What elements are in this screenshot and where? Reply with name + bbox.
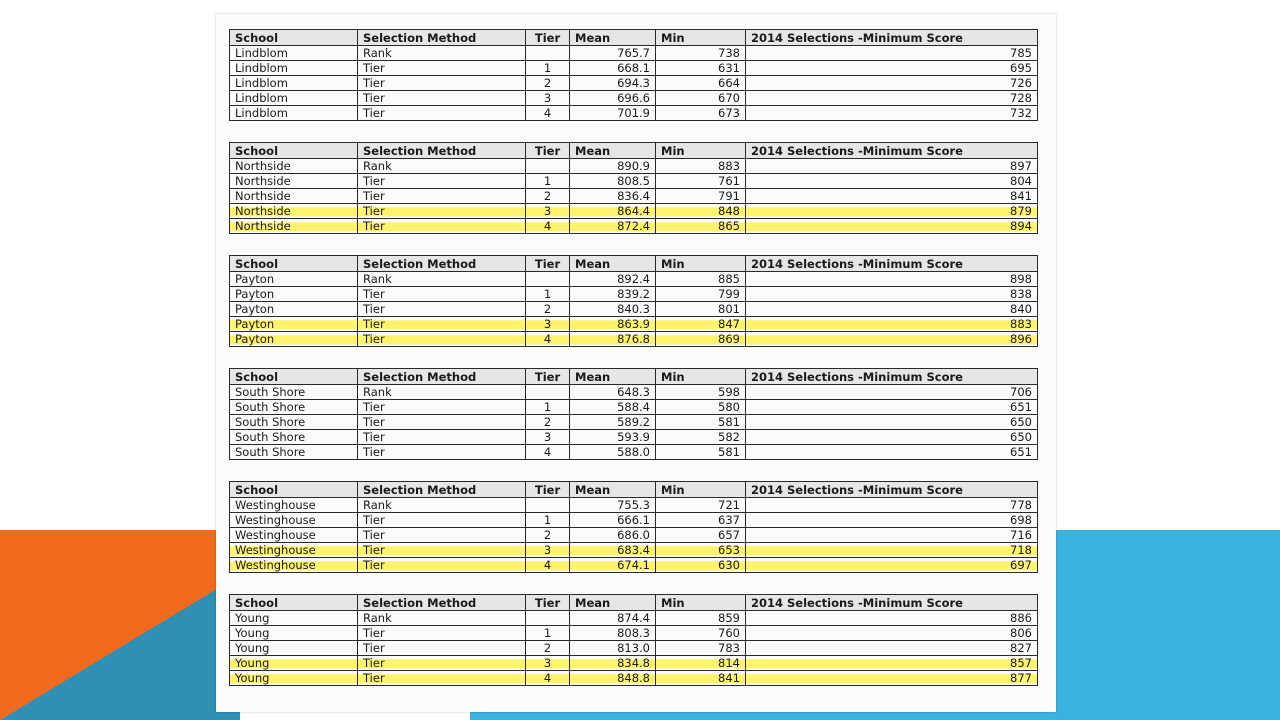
cell-method: Tier xyxy=(358,400,526,415)
cell-mean: 874.4 xyxy=(570,611,656,626)
cell-method: Tier xyxy=(358,189,526,204)
cell-tier: 4 xyxy=(526,106,570,121)
table-header-row xyxy=(230,369,1038,385)
cell-tier xyxy=(526,46,570,61)
cell-sel: 886 xyxy=(746,611,1038,626)
cell-method: Tier xyxy=(358,317,526,332)
cell-min: 865 xyxy=(656,219,746,234)
table-row xyxy=(230,558,1038,573)
table-row xyxy=(230,641,1038,656)
column-header-min: Min xyxy=(656,482,746,498)
cell-method: Tier xyxy=(358,204,526,219)
cell-method: Tier xyxy=(358,76,526,91)
cell-mean: 668.1 xyxy=(570,61,656,76)
cell-mean: 593.9 xyxy=(570,430,656,445)
cell-min: 581 xyxy=(656,445,746,460)
cell-sel: 894 xyxy=(746,219,1038,234)
cell-sel: 857 xyxy=(746,656,1038,671)
cell-method: Tier xyxy=(358,430,526,445)
cell-method: Tier xyxy=(358,513,526,528)
cell-sel: 716 xyxy=(746,528,1038,543)
column-header-method: Selection Method xyxy=(358,369,526,385)
table-row xyxy=(230,91,1038,106)
column-header-tier: Tier xyxy=(526,256,570,272)
table-row xyxy=(230,76,1038,91)
cell-method: Rank xyxy=(358,272,526,287)
cell-tier: 1 xyxy=(526,626,570,641)
score-table xyxy=(229,594,1038,686)
cell-mean: 808.3 xyxy=(570,626,656,641)
cell-school: Young xyxy=(230,641,358,656)
column-header-selections: 2014 Selections -Minimum Score xyxy=(746,30,1038,46)
cell-tier: 4 xyxy=(526,332,570,347)
cell-tier: 3 xyxy=(526,430,570,445)
cell-school: Westinghouse xyxy=(230,558,358,573)
cell-min: 791 xyxy=(656,189,746,204)
cell-mean: 696.6 xyxy=(570,91,656,106)
cell-school: Northside xyxy=(230,219,358,234)
column-header-school: School xyxy=(230,369,358,385)
cell-mean: 872.4 xyxy=(570,219,656,234)
column-header-school: School xyxy=(230,482,358,498)
table-row xyxy=(230,302,1038,317)
cell-mean: 890.9 xyxy=(570,159,656,174)
cell-tier xyxy=(526,159,570,174)
cell-mean: 686.0 xyxy=(570,528,656,543)
cell-min: 670 xyxy=(656,91,746,106)
table-header-row xyxy=(230,595,1038,611)
cell-min: 637 xyxy=(656,513,746,528)
cell-min: 783 xyxy=(656,641,746,656)
table-row xyxy=(230,671,1038,686)
cell-sel: 695 xyxy=(746,61,1038,76)
column-header-min: Min xyxy=(656,30,746,46)
column-header-school: School xyxy=(230,256,358,272)
cell-tier: 1 xyxy=(526,61,570,76)
cell-min: 885 xyxy=(656,272,746,287)
column-header-min: Min xyxy=(656,256,746,272)
cell-method: Tier xyxy=(358,528,526,543)
table-header-row xyxy=(230,482,1038,498)
cell-method: Tier xyxy=(358,656,526,671)
cell-mean: 840.3 xyxy=(570,302,656,317)
cell-tier xyxy=(526,385,570,400)
column-header-method: Selection Method xyxy=(358,30,526,46)
cell-school: Westinghouse xyxy=(230,543,358,558)
cell-mean: 863.9 xyxy=(570,317,656,332)
cell-sel: 806 xyxy=(746,626,1038,641)
table-row xyxy=(230,106,1038,121)
cell-method: Tier xyxy=(358,445,526,460)
cell-sel: 732 xyxy=(746,106,1038,121)
cell-tier: 2 xyxy=(526,641,570,656)
table-row xyxy=(230,189,1038,204)
table-header-row xyxy=(230,256,1038,272)
cell-mean: 648.3 xyxy=(570,385,656,400)
cell-tier: 4 xyxy=(526,558,570,573)
cell-min: 848 xyxy=(656,204,746,219)
cell-min: 869 xyxy=(656,332,746,347)
cell-tier xyxy=(526,498,570,513)
cell-tier: 3 xyxy=(526,317,570,332)
cell-tier: 2 xyxy=(526,415,570,430)
cell-min: 761 xyxy=(656,174,746,189)
cell-school: Northside xyxy=(230,204,358,219)
cell-sel: 877 xyxy=(746,671,1038,686)
cell-mean: 813.0 xyxy=(570,641,656,656)
cell-method: Tier xyxy=(358,641,526,656)
column-header-school: School xyxy=(230,30,358,46)
cell-min: 653 xyxy=(656,543,746,558)
cell-mean: 892.4 xyxy=(570,272,656,287)
column-header-tier: Tier xyxy=(526,143,570,159)
table-header-row xyxy=(230,143,1038,159)
cell-sel: 897 xyxy=(746,159,1038,174)
cell-method: Rank xyxy=(358,385,526,400)
column-header-school: School xyxy=(230,143,358,159)
cell-tier: 1 xyxy=(526,174,570,189)
cell-school: Westinghouse xyxy=(230,528,358,543)
cell-method: Rank xyxy=(358,611,526,626)
cell-mean: 836.4 xyxy=(570,189,656,204)
cell-method: Tier xyxy=(358,219,526,234)
cell-tier: 3 xyxy=(526,204,570,219)
cell-mean: 589.2 xyxy=(570,415,656,430)
cell-school: Young xyxy=(230,671,358,686)
cell-school: Northside xyxy=(230,189,358,204)
cell-mean: 683.4 xyxy=(570,543,656,558)
column-header-min: Min xyxy=(656,369,746,385)
cell-school: Lindblom xyxy=(230,76,358,91)
cell-school: Young xyxy=(230,656,358,671)
cell-mean: 694.3 xyxy=(570,76,656,91)
cell-sel: 650 xyxy=(746,415,1038,430)
cell-school: Lindblom xyxy=(230,46,358,61)
cell-tier: 1 xyxy=(526,287,570,302)
cell-min: 799 xyxy=(656,287,746,302)
table-row xyxy=(230,528,1038,543)
cell-method: Rank xyxy=(358,159,526,174)
cell-sel: 883 xyxy=(746,317,1038,332)
column-header-tier: Tier xyxy=(526,482,570,498)
column-header-mean: Mean xyxy=(570,30,656,46)
cell-school: Payton xyxy=(230,332,358,347)
cell-min: 630 xyxy=(656,558,746,573)
column-header-selections: 2014 Selections -Minimum Score xyxy=(746,143,1038,159)
cell-min: 664 xyxy=(656,76,746,91)
table-row xyxy=(230,415,1038,430)
table-row xyxy=(230,656,1038,671)
cell-min: 883 xyxy=(656,159,746,174)
cell-min: 801 xyxy=(656,302,746,317)
column-header-selections: 2014 Selections -Minimum Score xyxy=(746,595,1038,611)
cell-method: Tier xyxy=(358,626,526,641)
cell-min: 631 xyxy=(656,61,746,76)
cell-sel: 697 xyxy=(746,558,1038,573)
table-row xyxy=(230,543,1038,558)
cell-min: 598 xyxy=(656,385,746,400)
cell-method: Tier xyxy=(358,415,526,430)
cell-mean: 808.5 xyxy=(570,174,656,189)
column-header-min: Min xyxy=(656,143,746,159)
blue-right-shape xyxy=(1030,530,1280,720)
table-row xyxy=(230,400,1038,415)
cell-method: Rank xyxy=(358,46,526,61)
cell-tier: 4 xyxy=(526,445,570,460)
cell-min: 657 xyxy=(656,528,746,543)
cell-school: Lindblom xyxy=(230,61,358,76)
column-header-method: Selection Method xyxy=(358,482,526,498)
cell-min: 738 xyxy=(656,46,746,61)
score-table xyxy=(229,481,1038,573)
cell-method: Tier xyxy=(358,671,526,686)
table-row xyxy=(230,287,1038,302)
cell-sel: 698 xyxy=(746,513,1038,528)
table-row xyxy=(230,385,1038,400)
cell-mean: 588.4 xyxy=(570,400,656,415)
cell-sel: 651 xyxy=(746,400,1038,415)
column-header-tier: Tier xyxy=(526,369,570,385)
column-header-mean: Mean xyxy=(570,143,656,159)
cell-tier: 2 xyxy=(526,76,570,91)
cell-mean: 666.1 xyxy=(570,513,656,528)
cell-sel: 728 xyxy=(746,91,1038,106)
cell-min: 721 xyxy=(656,498,746,513)
table-row xyxy=(230,272,1038,287)
cell-tier: 2 xyxy=(526,528,570,543)
cell-sel: 898 xyxy=(746,272,1038,287)
cell-sel: 778 xyxy=(746,498,1038,513)
cell-sel: 706 xyxy=(746,385,1038,400)
cell-sel: 896 xyxy=(746,332,1038,347)
cell-min: 673 xyxy=(656,106,746,121)
cell-school: South Shore xyxy=(230,400,358,415)
cell-school: South Shore xyxy=(230,415,358,430)
cell-school: Westinghouse xyxy=(230,498,358,513)
cell-school: Payton xyxy=(230,287,358,302)
score-table xyxy=(229,255,1038,347)
cell-sel: 804 xyxy=(746,174,1038,189)
cell-sel: 827 xyxy=(746,641,1038,656)
cell-sel: 726 xyxy=(746,76,1038,91)
cell-sel: 840 xyxy=(746,302,1038,317)
cell-min: 847 xyxy=(656,317,746,332)
table-row xyxy=(230,430,1038,445)
cell-school: Northside xyxy=(230,174,358,189)
column-header-selections: 2014 Selections -Minimum Score xyxy=(746,369,1038,385)
column-header-min: Min xyxy=(656,595,746,611)
cell-school: Lindblom xyxy=(230,91,358,106)
column-header-tier: Tier xyxy=(526,595,570,611)
cell-method: Rank xyxy=(358,498,526,513)
table-row xyxy=(230,626,1038,641)
column-header-selections: 2014 Selections -Minimum Score xyxy=(746,256,1038,272)
table-row xyxy=(230,46,1038,61)
cell-min: 760 xyxy=(656,626,746,641)
cell-mean: 876.8 xyxy=(570,332,656,347)
scanned-document xyxy=(216,14,1056,712)
cell-school: Westinghouse xyxy=(230,513,358,528)
cell-sel: 838 xyxy=(746,287,1038,302)
table-row xyxy=(230,445,1038,460)
column-header-mean: Mean xyxy=(570,595,656,611)
table-row xyxy=(230,513,1038,528)
table-row xyxy=(230,204,1038,219)
cell-min: 580 xyxy=(656,400,746,415)
cell-school: South Shore xyxy=(230,385,358,400)
table-row xyxy=(230,219,1038,234)
cell-min: 582 xyxy=(656,430,746,445)
cell-mean: 834.8 xyxy=(570,656,656,671)
cell-method: Tier xyxy=(358,543,526,558)
cell-sel: 651 xyxy=(746,445,1038,460)
cell-min: 859 xyxy=(656,611,746,626)
score-table xyxy=(229,368,1038,460)
score-table xyxy=(229,29,1038,121)
cell-sel: 879 xyxy=(746,204,1038,219)
cell-tier: 3 xyxy=(526,543,570,558)
cell-method: Tier xyxy=(358,174,526,189)
cell-min: 581 xyxy=(656,415,746,430)
cell-sel: 718 xyxy=(746,543,1038,558)
cell-school: Payton xyxy=(230,317,358,332)
cell-mean: 701.9 xyxy=(570,106,656,121)
cell-mean: 674.1 xyxy=(570,558,656,573)
cell-school: Payton xyxy=(230,302,358,317)
column-header-method: Selection Method xyxy=(358,595,526,611)
table-row xyxy=(230,498,1038,513)
cell-tier: 4 xyxy=(526,671,570,686)
table-row xyxy=(230,332,1038,347)
cell-sel: 785 xyxy=(746,46,1038,61)
cell-school: Lindblom xyxy=(230,106,358,121)
cell-school: Payton xyxy=(230,272,358,287)
table-row xyxy=(230,317,1038,332)
cell-method: Tier xyxy=(358,558,526,573)
cell-method: Tier xyxy=(358,91,526,106)
cell-school: Young xyxy=(230,611,358,626)
cell-method: Tier xyxy=(358,287,526,302)
cell-mean: 864.4 xyxy=(570,204,656,219)
cell-school: South Shore xyxy=(230,445,358,460)
cell-tier: 3 xyxy=(526,656,570,671)
cell-min: 841 xyxy=(656,671,746,686)
cell-tier: 1 xyxy=(526,513,570,528)
table-row xyxy=(230,174,1038,189)
score-table xyxy=(229,142,1038,234)
column-header-selections: 2014 Selections -Minimum Score xyxy=(746,482,1038,498)
cell-sel: 650 xyxy=(746,430,1038,445)
column-header-method: Selection Method xyxy=(358,143,526,159)
table-row xyxy=(230,611,1038,626)
column-header-method: Selection Method xyxy=(358,256,526,272)
cell-method: Tier xyxy=(358,332,526,347)
column-header-mean: Mean xyxy=(570,482,656,498)
cell-school: Northside xyxy=(230,159,358,174)
cell-method: Tier xyxy=(358,61,526,76)
table-header-row xyxy=(230,30,1038,46)
cell-school: South Shore xyxy=(230,430,358,445)
cell-tier: 2 xyxy=(526,189,570,204)
cell-min: 814 xyxy=(656,656,746,671)
table-row xyxy=(230,159,1038,174)
cell-tier: 1 xyxy=(526,400,570,415)
cell-mean: 765.7 xyxy=(570,46,656,61)
cell-method: Tier xyxy=(358,106,526,121)
cell-mean: 848.8 xyxy=(570,671,656,686)
column-header-mean: Mean xyxy=(570,369,656,385)
cell-method: Tier xyxy=(358,302,526,317)
column-header-school: School xyxy=(230,595,358,611)
cell-sel: 841 xyxy=(746,189,1038,204)
cell-school: Young xyxy=(230,626,358,641)
cell-mean: 588.0 xyxy=(570,445,656,460)
cell-tier: 3 xyxy=(526,91,570,106)
cell-tier: 4 xyxy=(526,219,570,234)
cell-tier: 2 xyxy=(526,302,570,317)
column-header-tier: Tier xyxy=(526,30,570,46)
column-header-mean: Mean xyxy=(570,256,656,272)
table-row xyxy=(230,61,1038,76)
cell-tier xyxy=(526,611,570,626)
cell-mean: 755.3 xyxy=(570,498,656,513)
cell-mean: 839.2 xyxy=(570,287,656,302)
cell-tier xyxy=(526,272,570,287)
